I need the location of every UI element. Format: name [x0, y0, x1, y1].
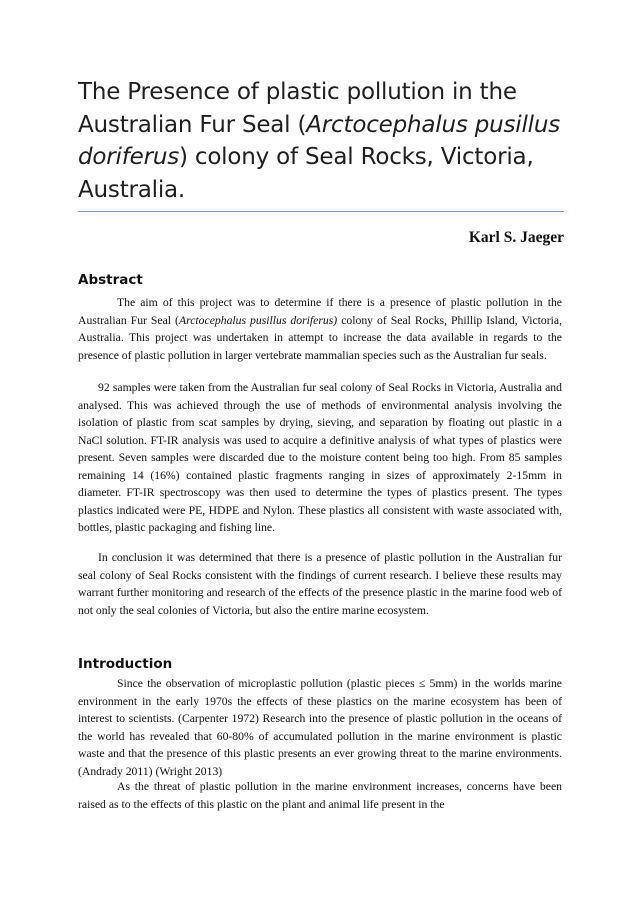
abstract-p1-text-end: colony of Seal Rocks, Phillip Island, Victoria, Australia. This project was undertaken in attempt to increase the data available in regards to the presence of plastic pollution in larger vertebrate mammalian species such as the Australian fur seals.: [78, 313, 563, 362]
title-text-start: The Presence of plastic pollution in the Australian Fur Seal (: [78, 79, 517, 138]
abstract-p1-species-name: Arctocephalus pusillus doriferus): [178, 313, 338, 327]
introduction-heading: Introduction: [78, 656, 173, 672]
abstract-paragraph-1: [78, 294, 562, 364]
title-text-end: ) colony of Seal Rocks, Victoria, Australia.: [78, 144, 534, 203]
abstract-p1-text-start: The aim of this project was to determine if there is a presence of plastic pollution in the Australian Fur Seal (: [78, 296, 562, 327]
paper-title: [78, 76, 578, 206]
title-species-name: Arctocephalus pusillus doriferus: [78, 111, 561, 170]
title-divider: [78, 211, 564, 212]
author-name: Karl S. Jaeger: [468, 229, 564, 246]
abstract-paragraph-3: In conclusion it was determined that there is a presence of plastic pollution in the Australian fur seal colony of Seal Rocks consistent with the findings of current research. I believe these results may warrant further monitoring and research of the effects of the presence plastic in the marine food web of not only the seal colonies of Victoria, but also the entire marine ecosystem.: [78, 551, 562, 617]
abstract-paragraph-2: 92 samples were taken from the Australian fur seal colony of Seal Rocks in Victoria, Australia and analysed. This was achieved through the use of methods of environmental analysis involving the isolation of plastic from scat samples by drying, sieving, and separation by floating out plastic in a NaCl solution. FT-IR analysis was used to acquire a definitive analysis of what types of plastics were present. Seven samples were discarded due to the moisture content being too high. From 85 samples remaining 14 (16%) contained plastic fragments ranging in sizes of approximately 2-15mm in diameter. FT-IR spectroscopy was then used to determine the types of plastics present. The types plastics indicated were PE, HDPE and Nylon. These plastics all consistent with waste associated with, bottles, plastic packaging and fishing line.: [78, 381, 562, 534]
abstract-heading: Abstract: [78, 272, 143, 288]
introduction-paragraph-1: Since the observation of microplastic pollution (plastic pieces ≤ 5mm) in the worlds marine environment in the early 1970s the effects of these plastics on the marine ecosystem has been of interest to scientists. (Carpenter 1972) Research into the presence of plastic pollution in the oceans of the world has revealed that 60-80% of accumulated pollution in the marine environment is plastic waste and that the presence of this plastic presents an ever growing threat to the marine environments. (Andrady 2011) (Wright 2013): [78, 677, 562, 778]
introduction-paragraph-2: As the threat of plastic pollution in the marine environment increases, concerns have been raised as to the effects of this plastic on the plant and animal life present in the: [78, 780, 562, 811]
